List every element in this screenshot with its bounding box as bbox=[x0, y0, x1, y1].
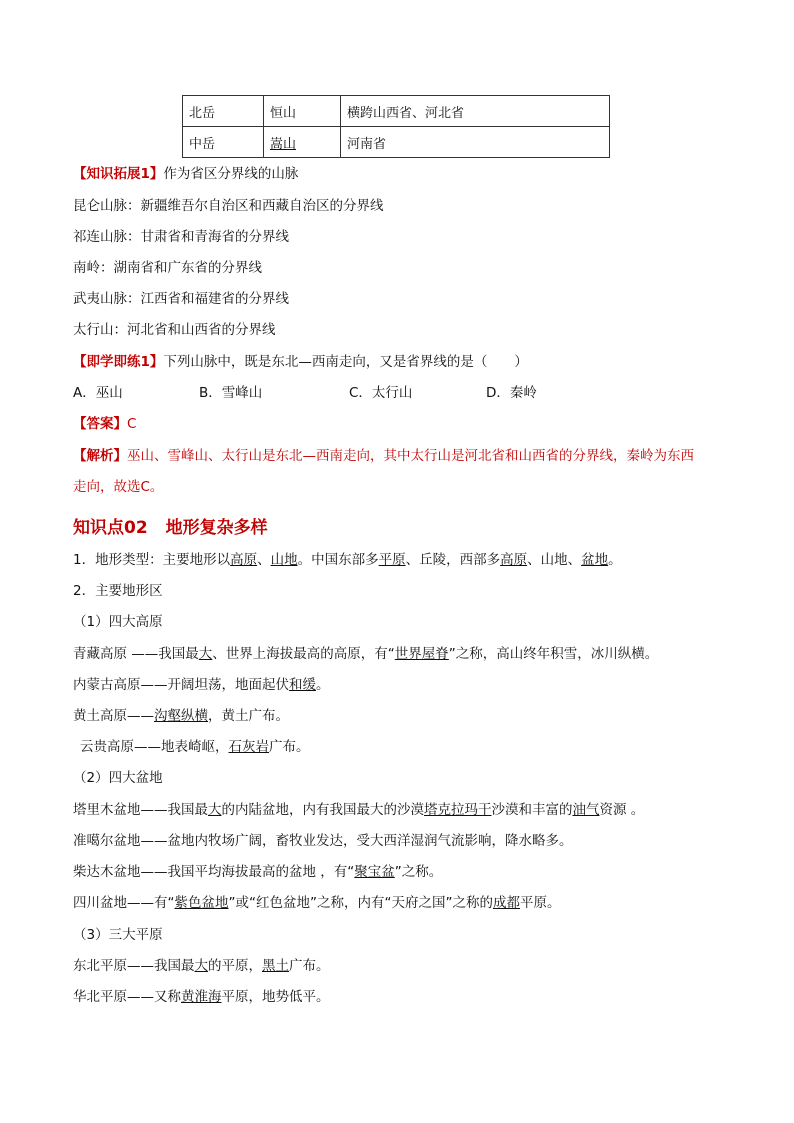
underlined-term: 高原 bbox=[230, 552, 258, 568]
text-run: 云贵高原——地表崎岖， bbox=[80, 739, 229, 755]
text-run: 平原，地势低平。 bbox=[221, 989, 330, 1005]
underlined-term: 高原 bbox=[500, 552, 528, 568]
underlined-term: 平原 bbox=[378, 552, 406, 568]
text-run: 内蒙古高原——开阔坦荡，地面起伏 bbox=[73, 677, 289, 693]
table-cell: 河南省 bbox=[341, 127, 610, 158]
text-run: ”之称，高山终年积雪，冰川纵横。 bbox=[448, 646, 659, 662]
text-run: ”或“红色盆地”之称，内有“天府之国”之称的 bbox=[228, 895, 493, 911]
underlined-term: 世界屋脊 bbox=[394, 646, 449, 662]
underlined-term: 山地 bbox=[270, 552, 298, 568]
section-title: 地形复杂多样 bbox=[165, 518, 268, 538]
practice-tag: 【即学即练1】 bbox=[73, 354, 164, 370]
underlined-term: 聚宝盆 bbox=[354, 864, 395, 880]
underlined-term: 沟壑纵横 bbox=[154, 708, 208, 724]
text-run: 的内陆盆地，内有我国最大的沙漠 bbox=[221, 802, 424, 818]
text-run: 沙漠和丰富的 bbox=[491, 802, 573, 818]
text-run: 。 bbox=[608, 552, 622, 568]
table-cell: 中岳 bbox=[183, 127, 264, 158]
text-run: 四川盆地——有“ bbox=[73, 895, 175, 911]
main-regions-heading: 2．主要地形区 bbox=[73, 583, 163, 599]
text-run: 。 bbox=[316, 677, 330, 693]
option-a: A．巫山 bbox=[73, 385, 123, 401]
text-run: 的平原， bbox=[208, 958, 262, 974]
table-cell bbox=[264, 127, 341, 158]
text-run: 、丘陵，西部多 bbox=[405, 552, 501, 568]
text-run: ，黄土广布。 bbox=[208, 708, 289, 724]
underlined-term: 盆地 bbox=[581, 552, 609, 568]
extension-item: 昆仑山脉：新疆维吾尔自治区和西藏自治区的分界线 bbox=[73, 198, 384, 214]
text-run: 青藏高原 ——我国最 bbox=[73, 646, 199, 662]
underlined-term: 和缓 bbox=[289, 677, 316, 693]
table-cell: 北岳 bbox=[183, 96, 264, 127]
text-run: 广布。 bbox=[289, 958, 330, 974]
answer-line bbox=[73, 414, 136, 434]
analysis-text: 巫山、雪峰山、太行山是东北—西南走向，其中太行山是河北省和山西省的分界线，秦岭为东西 bbox=[127, 448, 694, 464]
underlined-term: 大 bbox=[208, 802, 222, 818]
text-run: 华北平原——又称 bbox=[73, 989, 181, 1005]
extension-item: 祁连山脉：甘肃省和青海省的分界线 bbox=[73, 229, 289, 245]
underlined-term: 油气 bbox=[572, 802, 600, 818]
plateaus-heading: （1）四大高原 bbox=[73, 614, 163, 630]
table-row bbox=[183, 127, 610, 158]
mountains-table bbox=[182, 95, 610, 158]
answer-tag: 【答案】 bbox=[73, 416, 127, 432]
plateau-loess bbox=[73, 706, 289, 726]
answer-value: C bbox=[127, 416, 137, 432]
text-run: 黄土高原—— bbox=[73, 708, 154, 724]
option-d: D．秦岭 bbox=[486, 385, 537, 401]
basin-junggar: 准噶尔盆地——盆地内牧场广阔，畜牧业发达，受大西洋湿润气流影响，降水略多。 bbox=[73, 833, 573, 849]
text-run: 、 bbox=[257, 552, 271, 568]
question-text: 下列山脉中，既是东北—西南走向，又是省界线的是（ ） bbox=[163, 354, 528, 370]
text-run: 广布。 bbox=[269, 739, 310, 755]
underlined-term: 大 bbox=[198, 646, 213, 662]
text-run: 平原。 bbox=[519, 895, 561, 911]
underlined-term: 嵩山 bbox=[270, 136, 297, 152]
table-cell: 恒山 bbox=[264, 96, 341, 127]
underlined-term: 黄淮海 bbox=[181, 989, 222, 1005]
underlined-term: 黑土 bbox=[262, 958, 289, 974]
underlined-term: 塔克拉玛干 bbox=[424, 802, 492, 818]
table-row bbox=[183, 96, 610, 127]
extension-title-text: 作为省区分界线的山脉 bbox=[163, 166, 299, 182]
text-run: 塔里木盆地——我国最 bbox=[73, 802, 208, 818]
terrain-type-line bbox=[73, 550, 622, 570]
extension-item: 太行山：河北省和山西省的分界线 bbox=[73, 322, 276, 338]
underlined-term: 成都 bbox=[492, 895, 520, 911]
underlined-term: 石灰岩 bbox=[228, 739, 269, 755]
underlined-term: 紫色盆地 bbox=[174, 895, 229, 911]
text-run: ”之称。 bbox=[394, 864, 443, 880]
text-run: 资源 。 bbox=[599, 802, 645, 818]
plain-northeast bbox=[73, 956, 330, 976]
table-cell: 横跨山西省、河北省 bbox=[341, 96, 610, 127]
text-run: 、山地、 bbox=[527, 552, 582, 568]
section-number: 知识点02 bbox=[73, 518, 148, 538]
plateau-inner-mongolia bbox=[73, 675, 330, 695]
basins-heading: （2）四大盆地 bbox=[73, 770, 163, 786]
text-run: 。中国东部多 bbox=[297, 552, 379, 568]
option-b: B．雪峰山 bbox=[199, 385, 263, 401]
plateau-yungui bbox=[80, 737, 310, 757]
basin-tarim bbox=[73, 800, 644, 820]
basin-sichuan bbox=[73, 893, 560, 913]
plateau-qinghai-tibet bbox=[73, 644, 658, 664]
underlined-term: 大 bbox=[194, 958, 208, 974]
basin-qaidam bbox=[73, 862, 442, 882]
practice-question bbox=[73, 352, 528, 372]
extension-tag: 【知识拓展1】 bbox=[73, 166, 164, 182]
analysis-line-2: 走向，故选C。 bbox=[73, 479, 164, 495]
option-c: C．太行山 bbox=[349, 385, 413, 401]
analysis-line bbox=[73, 446, 694, 466]
section-heading bbox=[73, 513, 268, 538]
plain-north-china bbox=[73, 987, 330, 1007]
plains-heading: （3）三大平原 bbox=[73, 927, 163, 943]
knowledge-extension-title bbox=[73, 164, 298, 184]
text-run: 柴达木盆地——我国平均海拔最高的盆地 ，有“ bbox=[73, 864, 355, 880]
text-run: 、世界上海拔最高的高原，有“ bbox=[212, 646, 395, 662]
text-run: 东北平原——我国最 bbox=[73, 958, 195, 974]
text-run: 1．地形类型：主要地形以 bbox=[73, 552, 231, 568]
analysis-tag: 【解析】 bbox=[73, 448, 127, 464]
extension-item: 武夷山脉：江西省和福建省的分界线 bbox=[73, 291, 289, 307]
extension-item: 南岭：湖南省和广东省的分界线 bbox=[73, 260, 262, 276]
